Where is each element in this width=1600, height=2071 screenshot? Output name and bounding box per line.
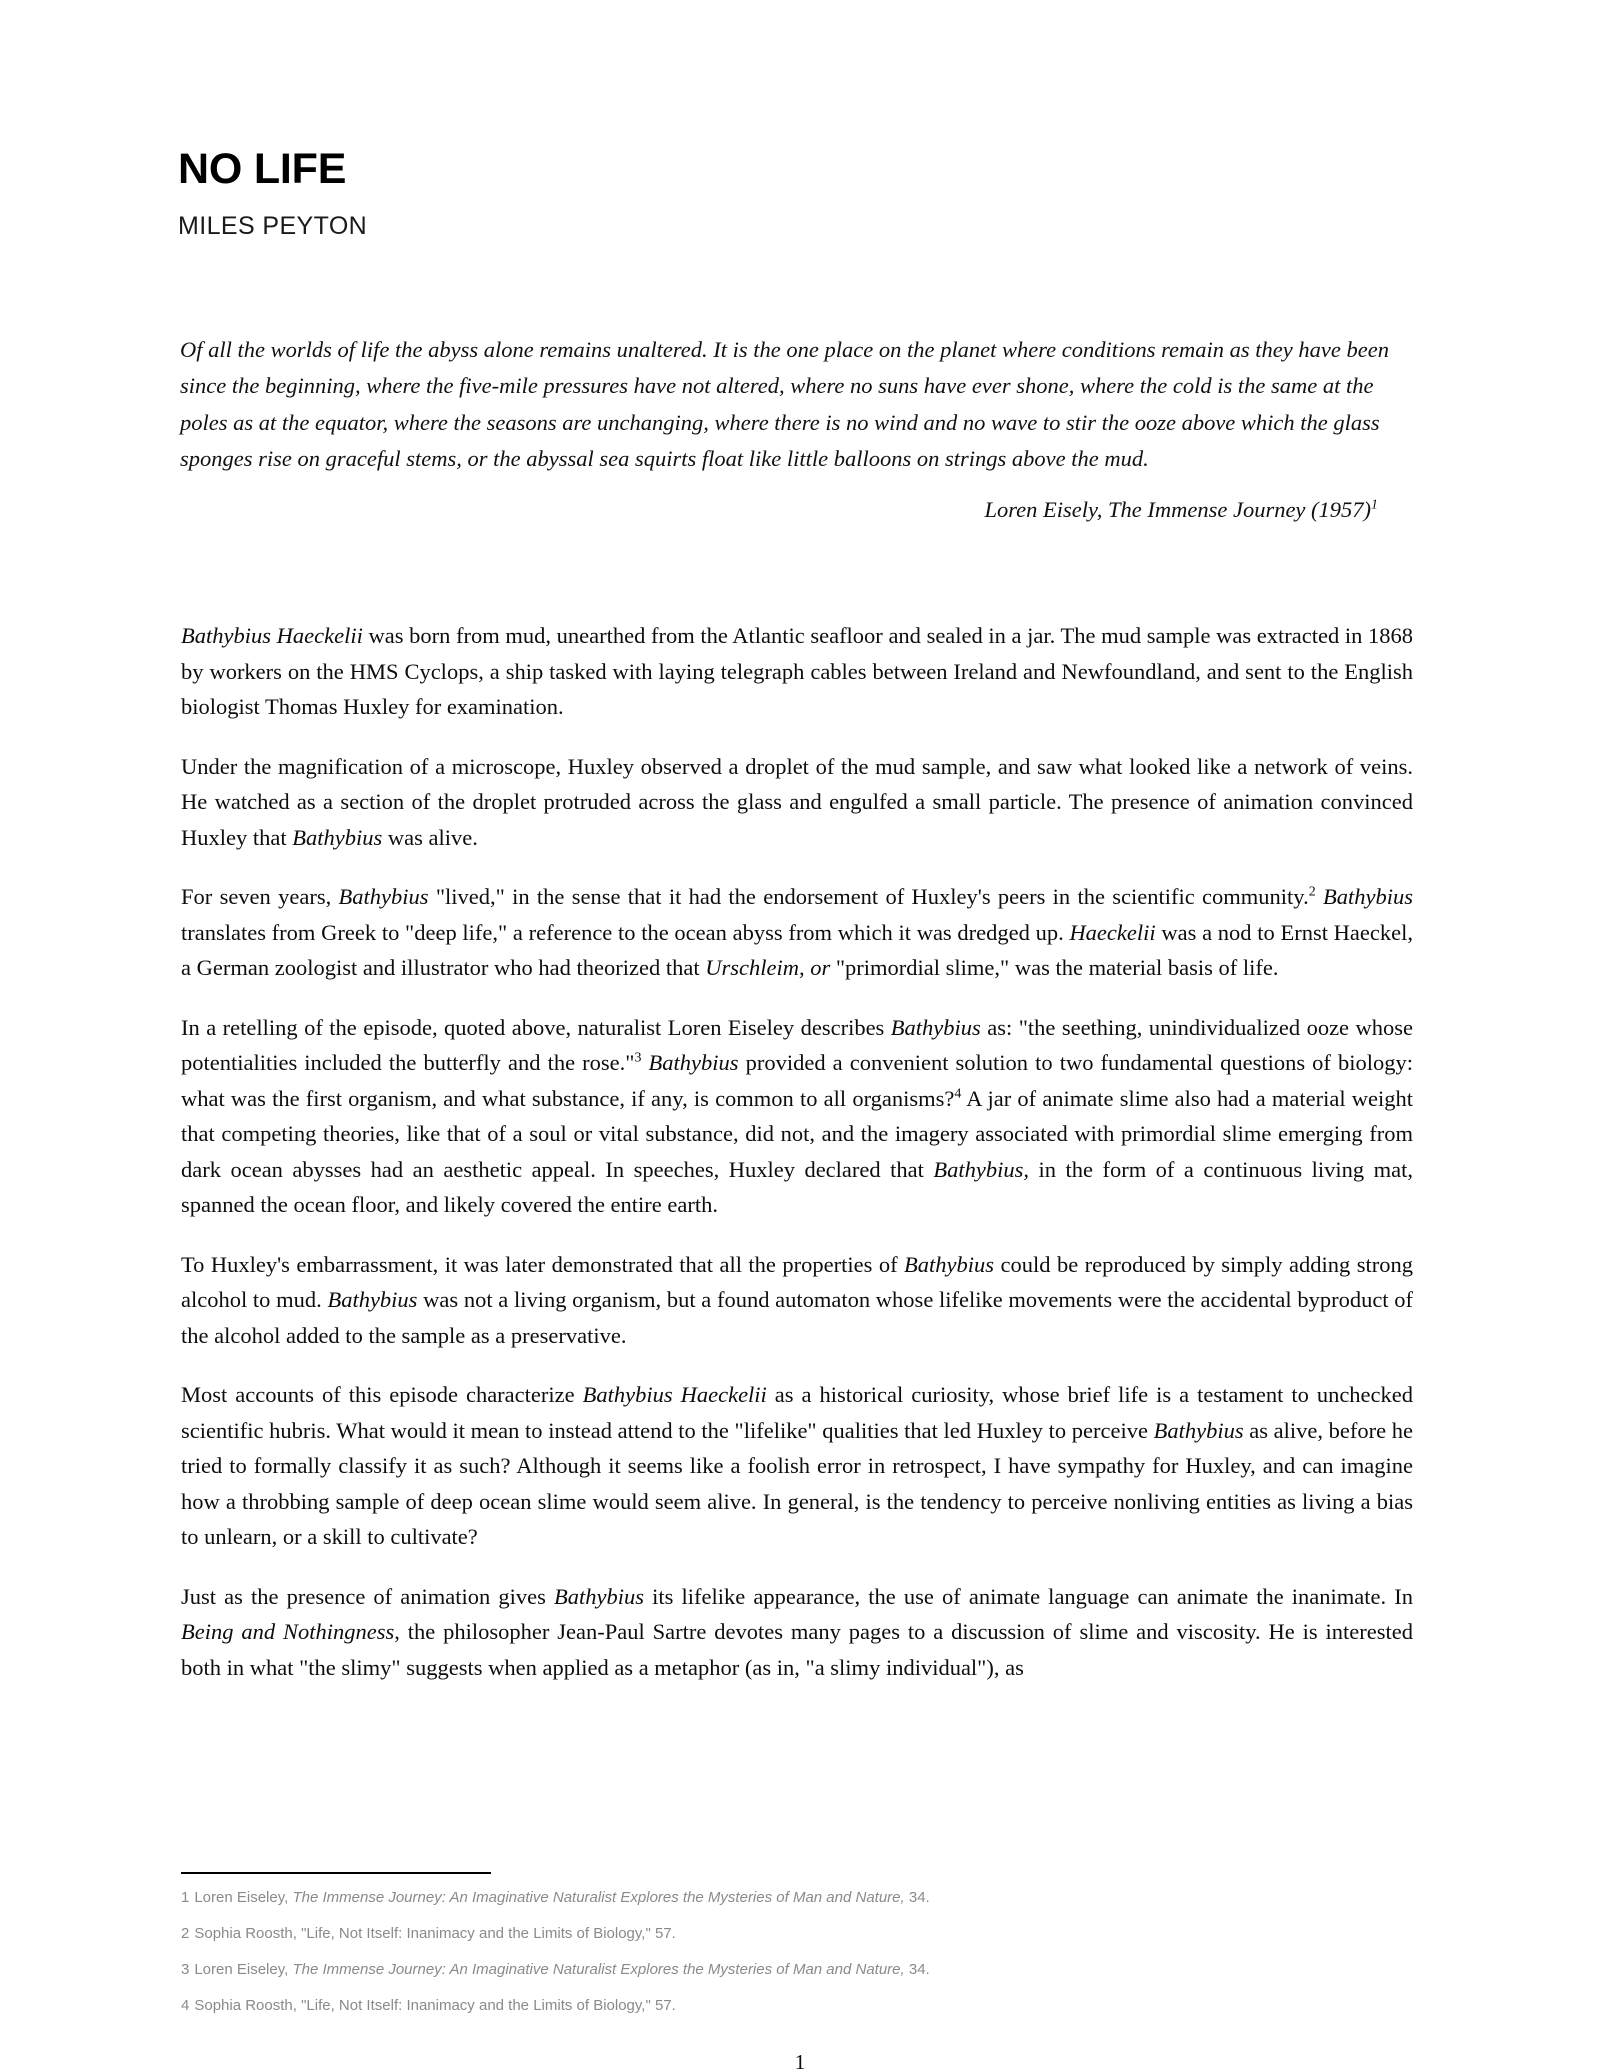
footnote-number: 3: [181, 1961, 190, 1978]
epigraph-quote: Of all the worlds of life the abyss alone remains unaltered. It is the one place on the planet where conditions remain as they have been since the beginning, where the five-mile pressures have not altered, where no suns have ever shone, where the cold is the same at the poles as at the equator, where the seasons are unchanging, where there is no wind and no wave to stir the ooze above which the glass sponges rise on graceful stems, or the abyssal sea squirts float like little balloons on strings above the mud.: [180, 337, 1389, 472]
paragraph-1: Bathybius Haeckelii was born from mud, unearthed from the Atlantic seafloor and sealed in a jar. The mud sample was extracted in 1868 by workers on the HMS Cyclops, a ship tasked with laying telegraph cables between Ireland and Newfoundland, and sent to the English biologist Thomas Huxley for examination.: [181, 623, 1413, 719]
footnote-marker-1[interactable]: 1: [1371, 497, 1378, 513]
footnote-item: [181, 1998, 1421, 2013]
footnote-page: 57.: [654, 1925, 676, 1942]
epigraph-attribution-text: Loren Eisely, The Immense Journey (1957): [984, 496, 1372, 522]
footnote-author: Sophia Roosth, "Life, Not Itself: Inanimacy and the Limits of Biology,": [194, 1997, 651, 2014]
footnote-item: [181, 1926, 1421, 1941]
footnote-item: [181, 1962, 1421, 1977]
footnote-author: Loren Eiseley,: [194, 1961, 289, 1978]
paragraph-5: To Huxley's embarrassment, it was later demonstrated that all the properties of Bathybius could be reproduced by simply adding strong alcohol to mud. Bathybius was not a living organism, but a found automaton whose lifelike movements were the accidental byproduct of the alcohol added to the sample as a preservative.: [181, 1251, 1413, 1348]
page-number: 1: [794, 2050, 806, 2071]
document-header: [178, 145, 1418, 240]
footnote-page: 34.: [908, 1961, 930, 1978]
paragraph-4: In a retelling of the episode, quoted above, naturalist Loren Eiseley describes Bathybius as: "the seething, unindividualized ooze whose potentialities included the butterfly and the rose."$^3$ Bathybius provided a convenient solution to two fundamental questions of biology: what was the first organism, and what substance, if any, is common to all organisms?$^4$ A jar of animate slime also had a material weight that competing theories, like that of a soul or vital substance, did not, and the imagery associated with primordial slime emerging from dark ocean abysses had an aesthetic appeal. In speeches, Huxley declared that Bathybius, in the form of a continuous living mat, spanned the ocean floor, and likely covered the entire earth.: [181, 1014, 1414, 1217]
paragraph-2: Under the magnification of a microscope, Huxley observed a droplet of the mud sample, and saw what looked like a network of veins. He watched as a section of the droplet protruded across the glass and engulfed a small particle. The presence of animation convinced Huxley that Bathybius was alive.: [181, 753, 1413, 850]
footnote-page: 34.: [908, 1889, 930, 1906]
footnote-number: 4: [181, 1997, 190, 2014]
footnotes-section: [181, 1872, 1421, 2013]
footnote-number: 1: [181, 1889, 190, 1906]
footnote-separator: [181, 1872, 491, 1874]
paragraph-7: Just as the presence of animation gives Bathybius its lifelike appearance, the use of animate language can animate the inanimate. In Being and Nothingness, the philosopher Jean-Paul Sartre devotes many pages to a discussion of slime and viscosity. He is interested both in what "the slimy" suggests when applied as a metaphor (as in, "a slimy individual"), as: [181, 1583, 1414, 1680]
epigraph-block: [180, 332, 1412, 528]
author-name: MILES PEYTON: [178, 212, 368, 240]
footnote-title: The Immense Journey: An Imaginative Naturalist Explores the Mysteries of Man and Nature,: [292, 1961, 905, 1978]
footnote-title: The Immense Journey: An Imaginative Naturalist Explores the Mysteries of Man and Nature,: [292, 1889, 905, 1906]
footnote-item: [181, 1890, 1421, 1905]
footnote-page: 57.: [654, 1997, 676, 2014]
footnote-author: Loren Eiseley,: [194, 1889, 289, 1906]
body-content: [181, 618, 1413, 1685]
paragraph-3: For seven years, Bathybius "lived," in the sense that it had the endorsement of Huxley's peers in the scientific community.$^2$ Bathybius translates from Greek to "deep life," a reference to the ocean abyss from which it was dredged up. Haeckelii was a nod to Ernst Haeckel, a German zoologist and illustrator who had theorized that Urschleim, or "primordial slime," was the material basis of life.: [181, 884, 1413, 980]
epigraph-attribution: [180, 478, 1412, 528]
page-title: NO LIFE: [178, 145, 347, 193]
footnote-number: 2: [181, 1925, 190, 1942]
paragraph-6: Most accounts of this episode characterize Bathybius Haeckelii as a historical curiosity, whose brief life is a testament to unchecked scientific hubris. What would it mean to instead attend to the "lifelike" qualities that led Huxley to perceive Bathybius as alive, before he tried to formally classify it as such? Although it seems like a foolish error in retrospect, I have sympathy for Huxley, and can imagine how a throbbing sample of deep ocean slime would seem alive. In general, is the tendency to perceive nonliving entities as living a bias to unlearn, or a skill to cultivate?: [181, 1382, 1414, 1549]
footnote-author: Sophia Roosth, "Life, Not Itself: Inanimacy and the Limits of Biology,": [194, 1925, 651, 1942]
